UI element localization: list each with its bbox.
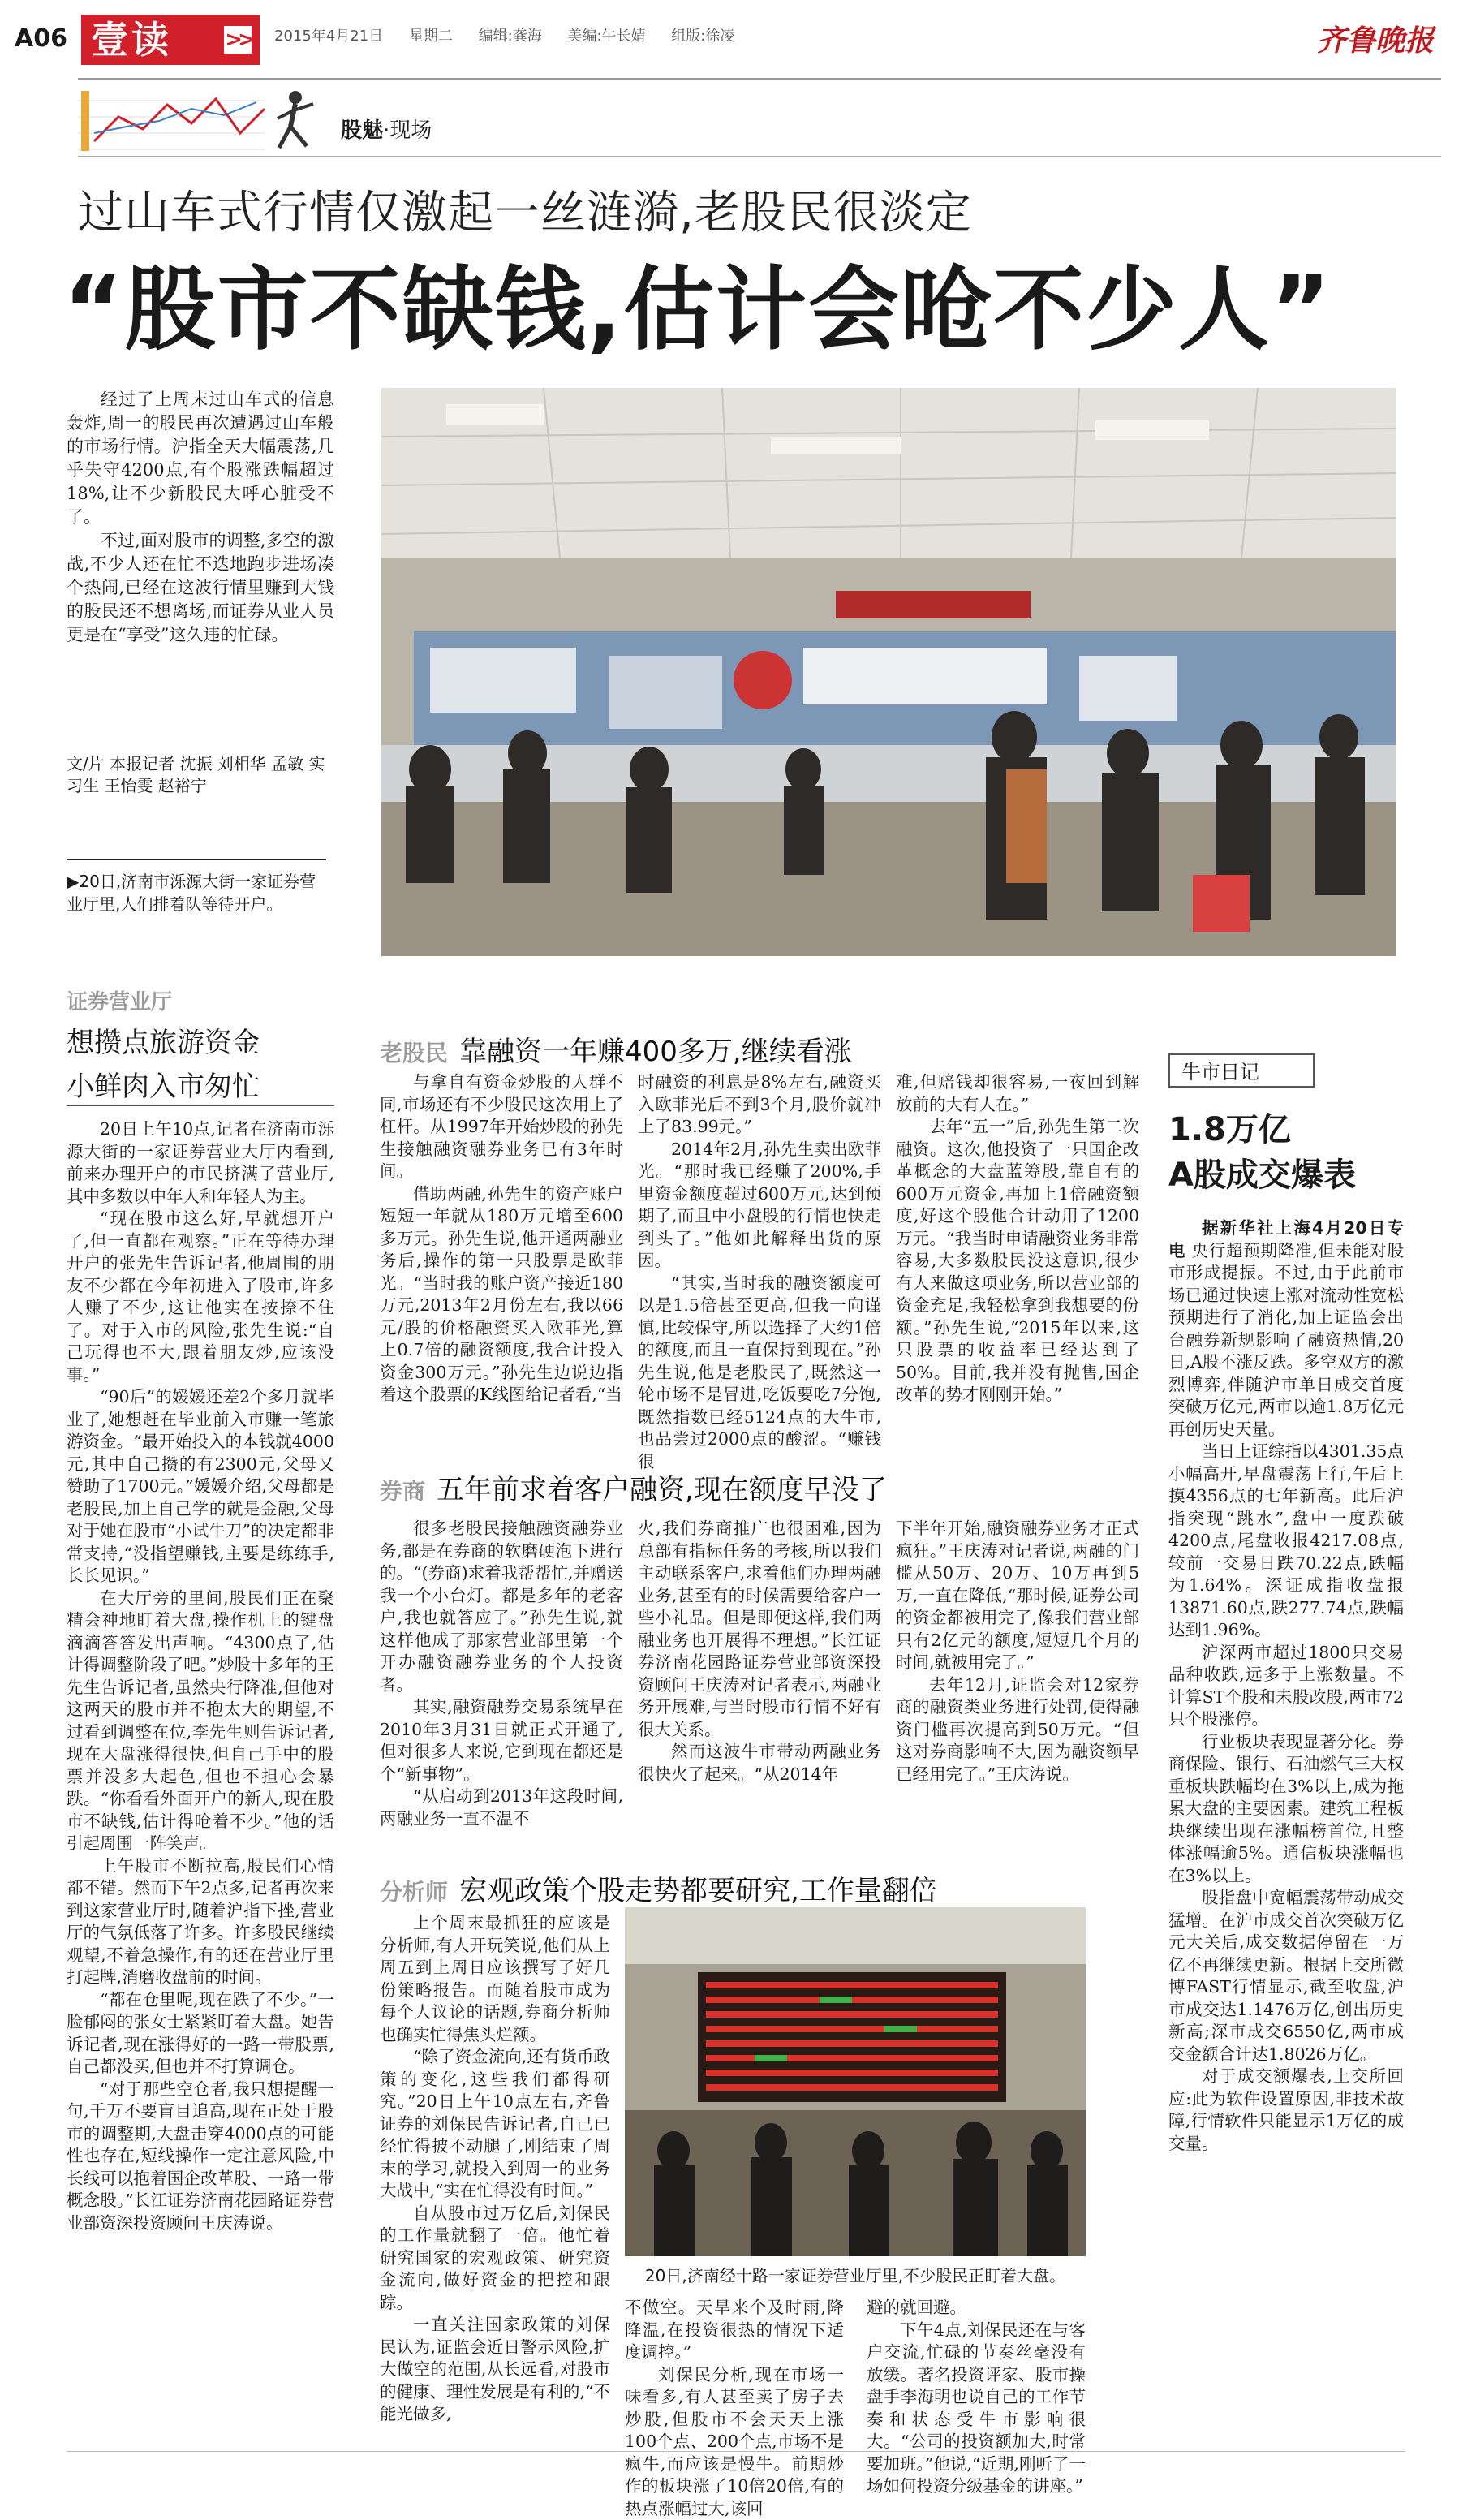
dateline: 据新华社上海4月20日专电: [1168, 1218, 1404, 1260]
body-paragraph: “其实,当时我的融资额度可以是1.5倍甚至更高,但我一向谨慎,比较保守,所以选择了大约1倍的额度,而且一直保持到现在。”孙先生说,他是老股民了,既然这一轮市场不是冒进,吃饭要吃7分饱,既然指数已经5124点的大牛市,也品尝过2000点的酸涩。“赚钱很: [638, 1273, 881, 1474]
body-paragraph: “90后”的媛媛还差2个多月就毕业了,她想赶在毕业前入市赚一笔旅游资金。“最开始投入的本钱就4000元,其中自己攒的有2300元,父母又赞助了1700元。”媛媛介绍,父母都是老股民,加上自己学的就是金融,父母对于她在股市“小试牛刀”的决定都非常支持,“没指望赚钱,主要是练练手,长长见识。”: [67, 1386, 334, 1587]
body-paragraph: 不做空。天旱来个及时雨,降降温,在投资很热的情况下适度调控。”: [625, 2297, 844, 2364]
column-tag-bold: 股魅: [341, 118, 383, 143]
left-title-line: 小鲜肉入市匆忙: [67, 1065, 334, 1109]
left-section-rule: [67, 1105, 334, 1106]
section-b-col1: [380, 1518, 623, 1830]
body-paragraph: 下半年开始,融资融券业务才正式疯狂。”王庆涛对记者说,两融的门槛从50万、20万、10万再到5万,一直在降低,“那时候,证券公司的资金都被用完了,像我们营业部只有2亿元的额度,短短几个月的时间,就被用完了。”: [896, 1518, 1139, 1674]
body-paragraph: “从启动到2013年这段时间,两融业务一直不温不: [380, 1786, 623, 1830]
body-paragraph: 下午4点,刘保民还在与客户交流,忙碌的节奏丝毫没有放缓。著名投资评家、股市操盘手李海明也说自己的工作节奏和状态受牛市影响很大。“公司的投资额加大,时常要加班。”他说,“近期,刚听了一场如何投资分级基金的讲座。”: [867, 2320, 1086, 2498]
editor: 编辑:龚海: [479, 28, 542, 45]
body-paragraph: 股指盘中宽幅震荡带动成交猛增。在沪市成交首次突破万亿元大关后,成交数据停留在一万亿不再继续更新。根据上交所微博FAST行情显示,截至收盘,沪市成交达1.1476万亿,创出历史新高;深市成交6550亿,两市成交金额合计达1.8026万亿。: [1168, 1887, 1404, 2066]
section-c-head: [380, 1868, 937, 1908]
body-paragraph: “除了资金流向,还有货币政策的变化,这些我们都得研究。”20日上午10点左右,齐鲁证券的刘保民告诉记者,自己已经忙得披不动腿了,刚结束了周末的学习,就投入到周一的业务大战中,“实在忙得没有时间。”: [380, 2046, 610, 2203]
section-a-col3: [896, 1071, 1139, 1406]
body-paragraph: 借助两融,孙先生的资产账户短短一年就从180万元增至600多万元。孙先生说,他开通两融业务后,操作的第一只股票是欧菲光。“当时我的账户资产接近180万元,2013年2月份左右,我以66元/股的价格融资买入欧菲光,算上0.7倍的融资额度,我合计投入资金300万元。”孙先生边说边指着这个股票的K线图给记者看,“当: [380, 1183, 623, 1406]
left-title-line: 想攒点旅游资金: [67, 1021, 334, 1065]
section-c-col1: [380, 1912, 610, 2426]
body-paragraph: 当日上证综指以4301.35点小幅高开,早盘震荡上行,午后上摸4356点的七年新高。此后沪指突现“跳水”,盘中一度跌破4200点,尾盘收报4217.08点,较前一交易日跌70.22点,跌幅为1.64%。深证成指收盘报13871.60点,跌277.74点,跌幅达到1.96%。: [1168, 1441, 1404, 1642]
column-tag-rest: ·现场: [383, 118, 432, 143]
body-paragraph: 自从股市过万亿后,刘保民的工作量就翻了一倍。他忙着研究国家的宏观政策、研究资金流向,做好资金的把控和跟踪。: [380, 2203, 610, 2315]
body-paragraph: 上个周末最抓狂的应该是分析师,有人开玩笑说,他们从上周五到上周日应该撰写了好几份策略报告。而随着股市成为每个人议论的话题,券商分析师也确实忙得焦头烂额。: [380, 1912, 610, 2046]
headline: “股市不缺钱,估计会呛不少人”: [63, 237, 1332, 368]
body-paragraph: 刘保民分析,现在市场一味看多,有人甚至卖了房子去炒股,但股市不会天天上涨100个点、200个点,市场不是疯牛,而应该是慢牛。前期炒作的板块涨了10倍20倍,有的热点涨幅过大,该回: [625, 2364, 844, 2520]
market-diary-title-line: A股成交爆表: [1168, 1152, 1404, 1198]
header-rule: [78, 78, 1441, 80]
left-section-title: [67, 1021, 334, 1109]
body-paragraph: 去年“五一”后,孙先生第二次融资。这次,他投资了一只国企改革概念的大盘蓝筹股,靠自有的600万元资金,再加上1倍融资额度,好这个股他合计动用了1200万元。“我当时申请融资业务非常容易,大多数股民没这意识,很少有人来做这项业务,所以营业部的资金充足,我轻松拿到我想要的份额。”孙先生说,“2015年以来,这只股票的收益率已经达到了50%。目前,我并没有抛售,国企改革的势才刚刚开始。”: [896, 1116, 1139, 1406]
body-paragraph: 上午股市不断拉高,股民们心情都不错。然而下午2点多,记者再次来到这家营业厅时,随着沪指下挫,营业厅的气氛低落了许多。许多股民继续观望,不着急操作,有的还在营业厅里打起牌,消磨收盘前的时间。: [67, 1855, 334, 1989]
body-paragraph: 然而这波牛市带动两融业务很快火了起来。“从2014年: [638, 1741, 881, 1786]
subheadline: 过山车式行情仅激起一丝涟漪,老股民很淡定: [78, 177, 972, 242]
section-a-tag: 老股民: [380, 1040, 448, 1066]
section-c-col3: [867, 2297, 1086, 2498]
body-paragraph: 难,但赔钱却很容易,一夜回到解放前的大有人在。”: [896, 1071, 1139, 1116]
intro-paragraph: 不过,面对股市的调整,多空的激战,不少人还在忙不迭地跑步进场凑个热闹,已经在这波行情里赚到大钱的股民还不想离场,而证券从业人员更是在“享受”这久违的忙碌。: [67, 529, 334, 647]
banner-rule: [78, 156, 1441, 157]
body-paragraph: 去年12月,证监会对12家券商的融资类业务进行处罚,使得融资门槛再次提高到50万元。“但这对券商影响不大,因为融资额早已经用完了。”王庆涛说。: [896, 1674, 1139, 1786]
market-diary-body: [1168, 1217, 1404, 2155]
footer-rule: [67, 2451, 1405, 2452]
brokerage-hall-photo: [381, 388, 1396, 956]
designer: 美编:牛长婧: [567, 28, 645, 45]
section-b-title: 五年前求着客户融资,现在额度早没了: [437, 1474, 887, 1506]
market-diary-title-line: 1.8万亿: [1168, 1107, 1404, 1152]
section-a-col1: [380, 1071, 623, 1406]
body-paragraph: 在大厅旁的里间,股民们正在聚精会神地盯着大盘,操作机上的键盘滴滴答答发出声响。“4300点了,估计得调整阶段了吧。”炒股十多年的王先生告诉记者,虽然央行降准,但他对这两天的股市并不抱太大的期望,不过看到调整在位,李先生则告诉记者,现在大盘涨得很快,但自己手中的股票并没多大起色,但也不担心会暴跌。“你看看外面开户的新人,现在股市不缺钱,估计得呛着不少。”他的话引起周围一阵笑声。: [67, 1587, 334, 1855]
trading-floor-photo: [625, 1907, 1086, 2256]
photo2-caption: 20日,济南经十路一家证券营业厅里,不少股民正盯着大盘。: [625, 2263, 1086, 2286]
body-paragraph: 一直关注国家政策的刘保民认为,证监会近日警示风险,扩大做空的范围,从长远看,对股市的健康、理性发展是有利的,“不能光做多,: [380, 2314, 610, 2426]
body-paragraph: “现在股市这么好,早就想开户了,但一直都在观察。”正在等待办理开户的张先生告诉记者,他周围的朋友不少都在今年初进入了股市,许多人赚了不少,这让他实在按捺不住了。对于入市的风险,张先生说:“自己玩得也不大,跟着朋友炒,应该没事。”: [67, 1208, 334, 1386]
body-paragraph: 20日上午10点,记者在济南市泺源大街的一家证券营业大厅内看到,前来办理开户的市民挤满了营业厅,其中多数以中年人和年轻人为主。: [67, 1118, 334, 1208]
body-paragraph: 对于成交额爆表,上交所回应:此为软件设置原因,非技术故障,行情软件只能显示1万亿的成交量。: [1168, 2066, 1404, 2155]
body-paragraph: 与拿自有资金炒股的人群不同,市场还有不少股民这次用上了杠杆。从1997年开始炒股的孙先生接触融资融券业务已有3年时间。: [380, 1071, 623, 1183]
body-paragraph: 其实,融资融券交易系统早在2010年3月31日就正式开通了,但对很多人来说,它到现在都还是个“新事物”。: [380, 1696, 623, 1786]
section-b-col3: [896, 1518, 1139, 1786]
market-diary-tag: 牛市日记: [1168, 1053, 1315, 1088]
section-a-col2: [638, 1071, 881, 1473]
body-paragraph: “都在仓里呢,现在跌了不少。”一脸郁闷的张女士紧紧盯着大盘。她告诉记者,现在涨得好的一路一带股票,自己都没买,但也并不打算调仓。: [67, 1989, 334, 2078]
section-c-col2: [625, 2297, 844, 2520]
byline: 文/片 本报记者 沈振 刘相华 孟敏 实习生 王怡雯 赵裕宁: [67, 753, 334, 797]
section-name: 壹读: [91, 18, 172, 62]
section-a-head: [380, 1029, 852, 1069]
body-paragraph: 2014年2月,孙先生卖出欧菲光。“那时我已经赚了200%,手里资金额度超过600万元,达到预期了,而且中小盘股的行情也快走到头了。”他如此解释出货的原因。: [638, 1139, 881, 1273]
section-b-tag: 券商: [380, 1478, 425, 1505]
intro-text: [67, 388, 334, 647]
body-paragraph: 沪深两市超过1800只交易品种收跌,远多于上涨数量。不计算ST个股和未股改股,两市72只个股涨停。: [1168, 1642, 1404, 1731]
body-paragraph: 很多老股民接触融资融券业务,都是在券商的软磨硬泡下进行的。“(券商)求着我帮帮忙,并赠送我一个小台灯。都是多年的老客户,我也就答应了。”孙先生说,就这样他成了那家营业部里第一个开办融资融券业务的个人投资者。: [380, 1518, 623, 1696]
issue-date: 2015年4月21日: [274, 28, 383, 45]
masthead-logo: 齐鲁晚报: [1317, 18, 1434, 59]
section-badge: [81, 15, 260, 65]
section-a-title: 靠融资一年赚400多万,继续看涨: [459, 1036, 852, 1068]
dateline-text: 央行超预期降准,但未能对股市形成提振。不过,由于此前市场已通过快速上涨对流动性宽松预期进行了消化,加上证监会出台融券新规影响了融资热情,20日,A股不涨反跌。多空双方的激烈博弈,伴随沪市单日成交首度突破万亿元,两市以逾1.8万亿元再创历史天量。: [1168, 1241, 1404, 1439]
market-diary-title: [1168, 1107, 1404, 1198]
body-paragraph: [1168, 1217, 1404, 1441]
layout-credit: 组版:徐凌: [671, 28, 734, 45]
section-c-title: 宏观政策个股走势都要研究,工作量翻倍: [459, 1875, 937, 1907]
intro-paragraph: 经过了上周末过山车式的信息轰炸,周一的股民再次遭遇过山车般的市场行情。沪指全天大幅震荡,几乎失守4200点,有个股涨跌幅超过18%,让不少新股民大呼心脏受不了。: [67, 388, 334, 529]
weekday: 星期二: [409, 28, 453, 45]
section-b-col2: [638, 1518, 881, 1786]
header-meta: [274, 24, 755, 45]
body-paragraph: 火,我们券商推广也很困难,因为总部有指标任务的考核,所以我们主动联系客户,求着他们办理两融业务,甚至有的时候需要给客户一些小礼品。但是即便这样,我们两融业务也开展得不理想。”长江证券济南花园路证券营业部资深投资顾问王庆涛对记者表示,两融业务开展难,与当时股市行情不好有很大关系。: [638, 1518, 881, 1741]
body-paragraph: 时融资的利息是8%左右,融资买入欧菲光后不到3个月,股价就冲上了83.99元。”: [638, 1071, 881, 1139]
body-paragraph: “对于那些空仓者,我只想提醒一句,千万不要盲目追高,现在正处于股市的调整期,大盘击穿4000点的可能性也存在,短线操作一定注意风险,中长线可以抱着国企改革股、一路一带概念股。”长江证券济南花园路证券营业部资深投资顾问王庆涛说。: [67, 2078, 334, 2235]
section-b-head: [380, 1467, 887, 1507]
body-paragraph: 行业板块表现显著分化。券商保险、银行、石油燃气三大权重板块跌幅均在3%以上,成为拖累大盘的主要因素。建筑工程板块继续出现在涨幅榜首位,且整体涨幅逾5%。通信板块涨幅也在3%以上。: [1168, 1731, 1404, 1888]
body-paragraph: 避的就回避。: [867, 2297, 1086, 2320]
stock-chart-runner-icon: [78, 84, 329, 154]
double-chevron-icon: >>: [224, 26, 252, 54]
section-c-tag: 分析师: [380, 1879, 448, 1906]
column-tag: [341, 114, 432, 144]
photo1-caption: ▶20日,济南市泺源大街一家证券营业厅里,人们排着队等待开户。: [67, 859, 326, 915]
page-number: A06: [15, 24, 67, 53]
left-section-body: [67, 1118, 334, 2234]
left-section-label: 证券营业厅: [67, 985, 172, 1015]
